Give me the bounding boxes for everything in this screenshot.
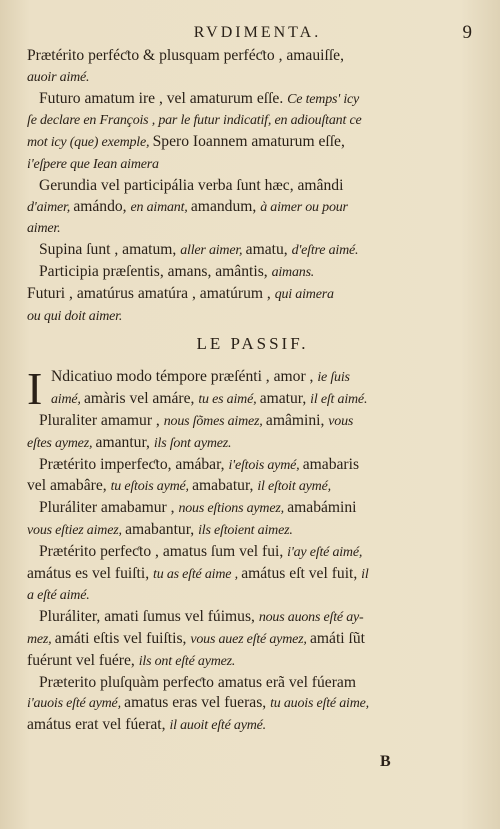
- french-gloss: nous eſtions aymez,: [178, 501, 288, 517]
- french-gloss: mez,: [27, 631, 55, 647]
- text-line: [51, 367, 478, 389]
- text-line: [27, 693, 478, 715]
- french-gloss: a eſté aimé.: [27, 588, 90, 604]
- text-line: [27, 542, 478, 564]
- latin-text: amabantur,: [125, 520, 199, 538]
- latin-text: amàris vel amáre,: [84, 390, 199, 408]
- french-gloss: ils ſont aymez.: [153, 435, 232, 451]
- text-line: [27, 154, 478, 176]
- text-line: [27, 132, 478, 154]
- latin-text: Prætérito perfeƈto , amatus ſum vel fui,: [39, 542, 288, 560]
- latin-text: Spero Ioannem amaturum eſſe,: [152, 133, 345, 151]
- text-line: [27, 476, 478, 498]
- french-gloss: vous auez eſté aymez,: [190, 631, 310, 647]
- french-gloss: ils ont eſté aymez.: [138, 653, 236, 669]
- passive-intro: [27, 363, 478, 415]
- french-gloss: auoir aimé.: [27, 69, 90, 85]
- text-line: [27, 218, 478, 240]
- latin-text: Futuro amatum ire , vel amaturum eſſe.: [39, 89, 288, 107]
- latin-text: Gerundia vel participália verba ſunt hæc, amândi: [39, 176, 344, 194]
- latin-text: Futuri , amatúrus amatúra , amatúrum ,: [27, 284, 275, 302]
- text-line: [27, 306, 478, 328]
- latin-text: amátus eſt vel fuit,: [241, 564, 362, 582]
- french-gloss: qui aimera: [274, 286, 334, 302]
- page-header: [27, 22, 478, 46]
- french-gloss: il: [361, 566, 369, 582]
- text-line: [27, 284, 478, 306]
- latin-text: amabatur,: [192, 477, 258, 495]
- french-gloss: Ce temps' icy: [287, 91, 360, 107]
- latin-text: amandum,: [190, 197, 261, 215]
- latin-text: amándo,: [73, 197, 131, 215]
- latin-text: Pluraliter amamur ,: [39, 411, 164, 429]
- text-line: [27, 498, 478, 520]
- french-gloss: nous ſõmes aimez,: [163, 413, 266, 429]
- text-line: [51, 389, 478, 411]
- latin-text: Pluráliter amabamur ,: [39, 499, 179, 517]
- french-gloss: aller aimer,: [180, 243, 246, 259]
- french-gloss: eſtes aymez,: [27, 435, 96, 451]
- latin-text: fuérunt vel fuére,: [27, 651, 139, 669]
- text-line: [27, 607, 478, 629]
- french-gloss: ou qui doit aimer.: [27, 308, 123, 324]
- latin-text: Præterito pluſquàm perfeƈto amatus erã vel fúeram: [39, 673, 356, 691]
- french-gloss: i'auois eſté aymé,: [27, 696, 125, 712]
- text-line: [27, 411, 478, 433]
- french-gloss: il auoit eſté aymé.: [169, 718, 266, 734]
- french-gloss: tu eſtois aymé,: [110, 479, 193, 495]
- french-gloss: i'ay eſté aimé,: [287, 544, 363, 560]
- french-gloss: en aimant,: [130, 199, 191, 215]
- french-gloss: ils eſtoient aimez.: [198, 522, 293, 538]
- text-line: [27, 564, 478, 586]
- latin-text: Prætérito imperfeƈto, amábar,: [39, 455, 229, 473]
- signature-mark: B: [380, 753, 391, 770]
- french-gloss: d'aimer,: [27, 199, 74, 215]
- latin-text: amátus erat vel fúerat,: [27, 716, 170, 734]
- text-line: [27, 433, 478, 455]
- french-gloss: nous auons eſté ay-: [258, 610, 364, 626]
- latin-text: amatu,: [245, 241, 292, 259]
- text-line: [27, 197, 478, 219]
- french-gloss: aimé,: [51, 392, 85, 408]
- french-gloss: ſe declare en François , par le futur indicatif, en adiouſtant ce: [27, 113, 362, 129]
- french-gloss: vous eſtiez aimez,: [27, 522, 126, 538]
- active-voice-text: [27, 46, 478, 327]
- french-gloss: il eſtoit aymé,: [257, 479, 331, 495]
- latin-text: amabámini: [287, 499, 357, 517]
- section-title: LE PASSIF.: [196, 334, 309, 354]
- french-gloss: il eſt aimé.: [310, 392, 368, 408]
- page-number: 9: [462, 22, 472, 43]
- latin-text: Prætérito perféƈto & plusquam perféƈto , amauiſſe,: [27, 47, 344, 64]
- latin-text: vel amabâre,: [27, 477, 111, 495]
- text-line: [27, 67, 478, 89]
- french-gloss: aimans.: [271, 264, 315, 280]
- text-line: [27, 651, 478, 673]
- french-gloss: ie ſuis: [317, 370, 350, 386]
- text-line: [27, 585, 478, 607]
- latin-text: amatur,: [259, 390, 311, 408]
- latin-text: amáti ſũt: [309, 629, 365, 647]
- french-gloss: tu as eſté aime ,: [153, 566, 242, 582]
- latin-text: Pluráliter, amati ſumus vel fúimus,: [39, 608, 259, 626]
- text-line: [27, 89, 478, 111]
- latin-text: amátus es vel fuiſti,: [27, 564, 154, 582]
- french-gloss: vous: [328, 413, 354, 429]
- latin-text: Supina ſunt , amatum,: [39, 241, 181, 259]
- text-line: [27, 455, 478, 477]
- text-line: [27, 629, 478, 651]
- latin-text: amáti eſtis vel fuiſtis,: [54, 629, 191, 647]
- french-gloss: à aimer ou pour: [260, 199, 348, 215]
- text-line: [27, 673, 478, 694]
- french-gloss: i'eſpere que Iean aimera: [27, 156, 159, 172]
- latin-text: amabaris: [302, 455, 360, 473]
- latin-text: amantur,: [95, 433, 154, 451]
- text-line: [27, 715, 478, 737]
- text-line: [27, 240, 478, 262]
- latin-text: Participia præſentis, amans, amântis,: [39, 262, 272, 280]
- passive-voice-text: [27, 411, 478, 737]
- text-line: [27, 262, 478, 284]
- text-line: [27, 176, 478, 197]
- french-gloss: tu auois eſté aime,: [270, 696, 369, 712]
- text-line: [27, 520, 478, 542]
- latin-text: amâmini,: [265, 411, 329, 429]
- french-gloss: tu es aimé,: [198, 392, 260, 408]
- latin-text: amatus eras vel fueras,: [124, 694, 271, 712]
- latin-text: Ndicatiuo modo témpore præſénti , amor ,: [51, 368, 318, 386]
- drop-cap: I: [27, 363, 43, 415]
- french-gloss: d'eſtre aimé.: [291, 243, 359, 259]
- passive-intro-lines: [27, 363, 478, 415]
- french-gloss: i'eſtois aymé,: [228, 457, 303, 473]
- text-line: [27, 110, 478, 132]
- running-head: RVDIMENTA.: [193, 24, 322, 41]
- text-line: [27, 46, 478, 67]
- french-gloss: mot icy (que) exemple,: [27, 135, 153, 151]
- french-gloss: aimer.: [27, 221, 61, 237]
